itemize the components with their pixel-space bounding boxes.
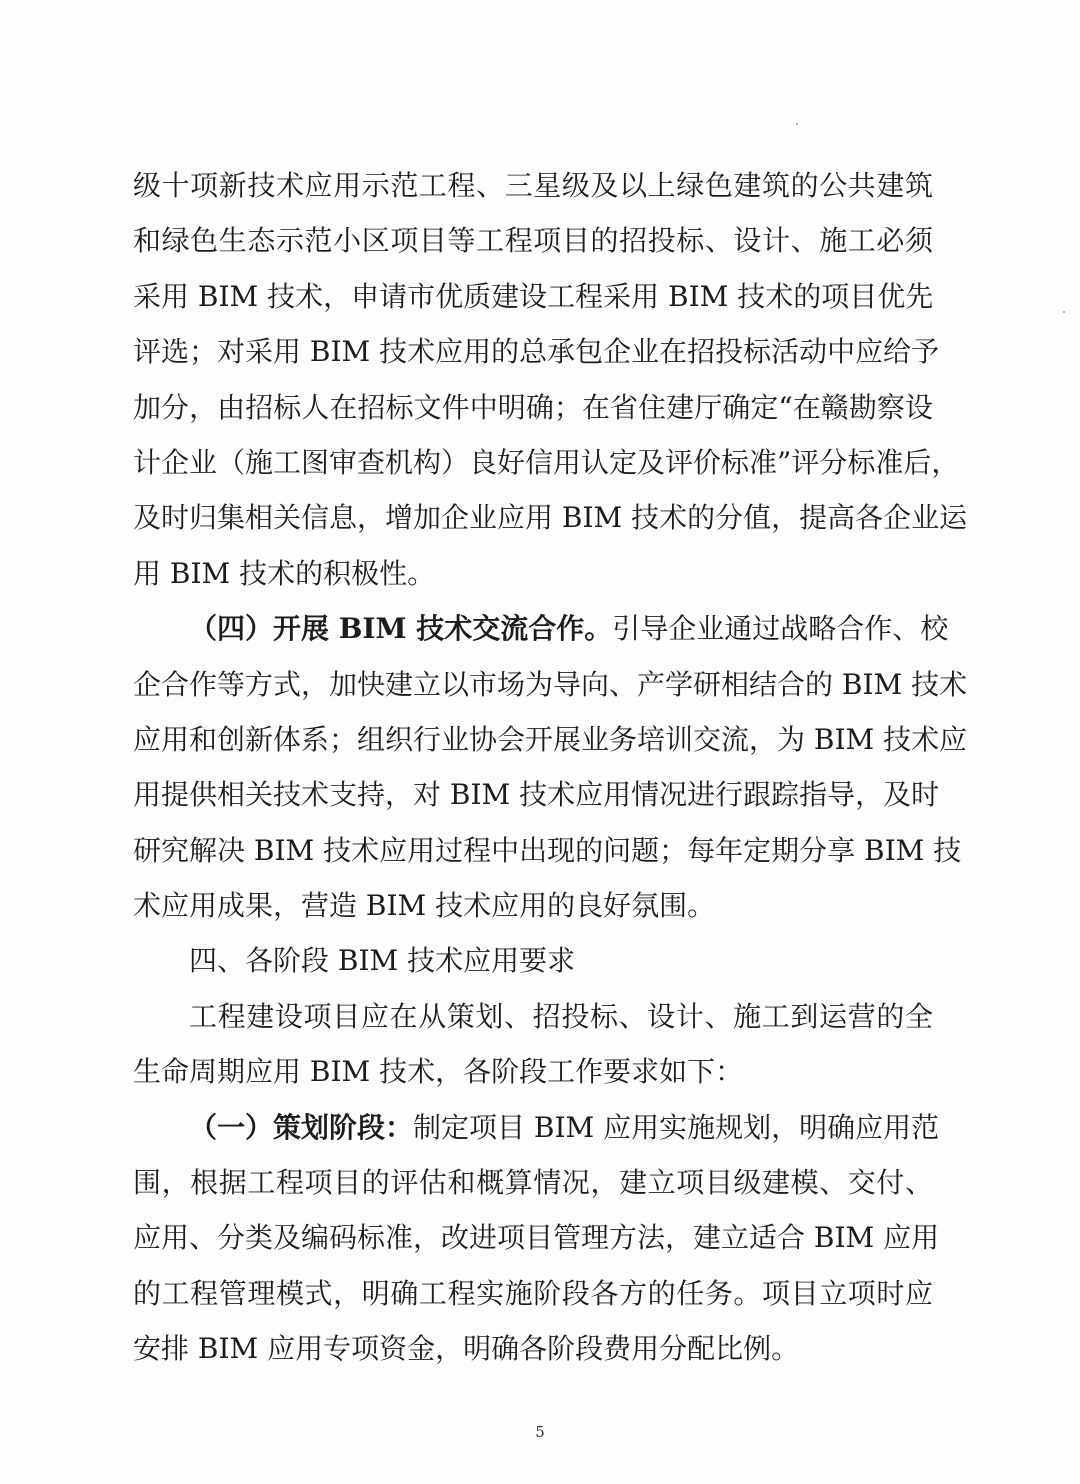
text-line: 生命周期应用 BIM 技术，各阶段工作要求如下：: [133, 1055, 744, 1089]
text-line: 应用、分类及编码标准，改进项目管理方法，建立适合 BIM 应用: [133, 1221, 940, 1255]
text-line: 和绿色生态示范小区项目等工程项目的招投标、设计、施工必须: [133, 224, 933, 258]
text-line: 应用和创新体系；组织行业协会开展业务培训交流，为 BIM 技术应: [133, 722, 968, 756]
text-line: 及时归集相关信息，增加企业应用 BIM 技术的分值，提高各企业运: [133, 501, 968, 535]
text-line: 企合作等方式，加快建立以市场为导向、产学研相结合的 BIM 技术: [133, 667, 968, 701]
stage-one-first-text: 制定项目 BIM 应用实施规划，明确应用范: [413, 1110, 940, 1144]
section-four-heading: （四）开展 BIM 技术交流合作。: [189, 612, 613, 646]
scan-speck: [1063, 311, 1065, 313]
text-line: 术应用成果，营造 BIM 技术应用的良好氛围。: [133, 889, 716, 923]
section-four-first-line: [133, 601, 949, 656]
text-line: 研究解决 BIM 技术应用过程中出现的问题；每年定期分享 BIM 技: [133, 833, 962, 867]
text-line: 级十项新技术应用示范工程、三星级及以上绿色建筑的公共建筑: [133, 169, 933, 202]
text-line: 的工程管理模式，明确工程实施阶段各方的任务。项目立项时应: [133, 1276, 933, 1310]
text-line: 评选；对采用 BIM 技术应用的总承包企业在招投标活动中应给予: [133, 335, 940, 369]
text-line: 工程建设项目应在从策划、招投标、设计、施工到运营的全: [189, 999, 933, 1033]
section-four-first-text: 引导企业通过战略合作、校: [612, 612, 949, 646]
stage-one-heading: （一）策划阶段：: [189, 1110, 414, 1144]
text-line: 加分，由招标人在招标文件中明确；在省住建厅确定“在赣勘察设: [133, 390, 933, 424]
text-line: 安排 BIM 应用专项资金，明确各阶段费用分配比例。: [133, 1332, 800, 1366]
scan-speck: [796, 123, 798, 125]
stage-one-first-line: [133, 1100, 940, 1155]
text-line: 采用 BIM 技术，申请市优质建设工程采用 BIM 技术的项目优先: [133, 279, 934, 313]
text-line: 用提供相关技术支持，对 BIM 技术应用情况进行跟踪指导，及时: [133, 778, 940, 812]
page-number: 5: [535, 1423, 545, 1441]
chapter-heading: 四、各阶段 BIM 技术应用要求: [189, 944, 576, 978]
text-line: 计企业（施工图审查机构）良好信用认定及评价标准”评分标准后，: [133, 445, 960, 479]
text-line: 围，根据工程项目的评估和概算情况，建立项目级建模、交付、: [133, 1166, 933, 1200]
body-text: [133, 158, 968, 1377]
text-line: 用 BIM 技术的积极性。: [133, 556, 436, 590]
